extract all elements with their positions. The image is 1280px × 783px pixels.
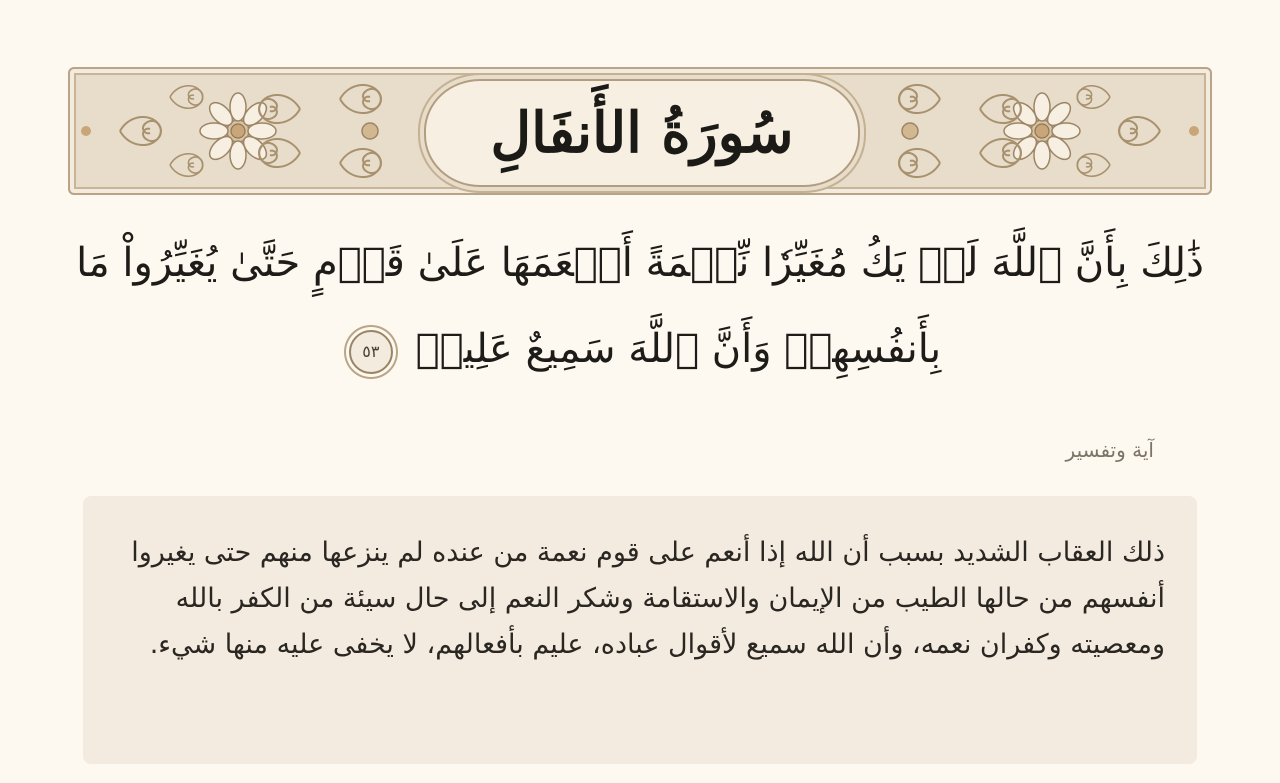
- surah-header-banner: [68, 67, 1212, 195]
- ayah-number-marker: ٥٣: [349, 330, 393, 374]
- surah-title: سُورَةُ الأَنفَالِ: [490, 100, 794, 166]
- verse-text: ذَٰلِكَ بِأَنَّ ٱللَّهَ لَمۡ يَكُ مُغَيِّرٗا نِّعۡمَةً أَنۡعَمَهَا عَلَىٰ قَوۡمٍ حَتَّىٰ يُغَيِّرُواْ مَا بِأَنفُسِهِمۡ وَأَنَّ ٱللَّهَ سَمِيعٌ عَلِيمٞ: [76, 240, 1204, 372]
- surah-title-frame: [424, 79, 860, 187]
- tafsir-box: [83, 496, 1197, 764]
- tafsir-text: ذلك العقاب الشديد بسبب أن الله إذا أنعم على قوم نعمة من عنده لم ينزعها منهم حتى يغيروا أنفسهم من حالها الطيب من الإيمان والاستقامة وشكر النعم إلى حال سيئة من الكفر بالله ومعصيته وكفران نعمه، وأن الله سميع لأقوال عباده، عليم بأفعالهم، لا يخفى عليه منها شيء.: [131, 537, 1165, 660]
- section-label: آية وتفسير: [1065, 438, 1154, 462]
- verse-block: [60, 220, 1220, 392]
